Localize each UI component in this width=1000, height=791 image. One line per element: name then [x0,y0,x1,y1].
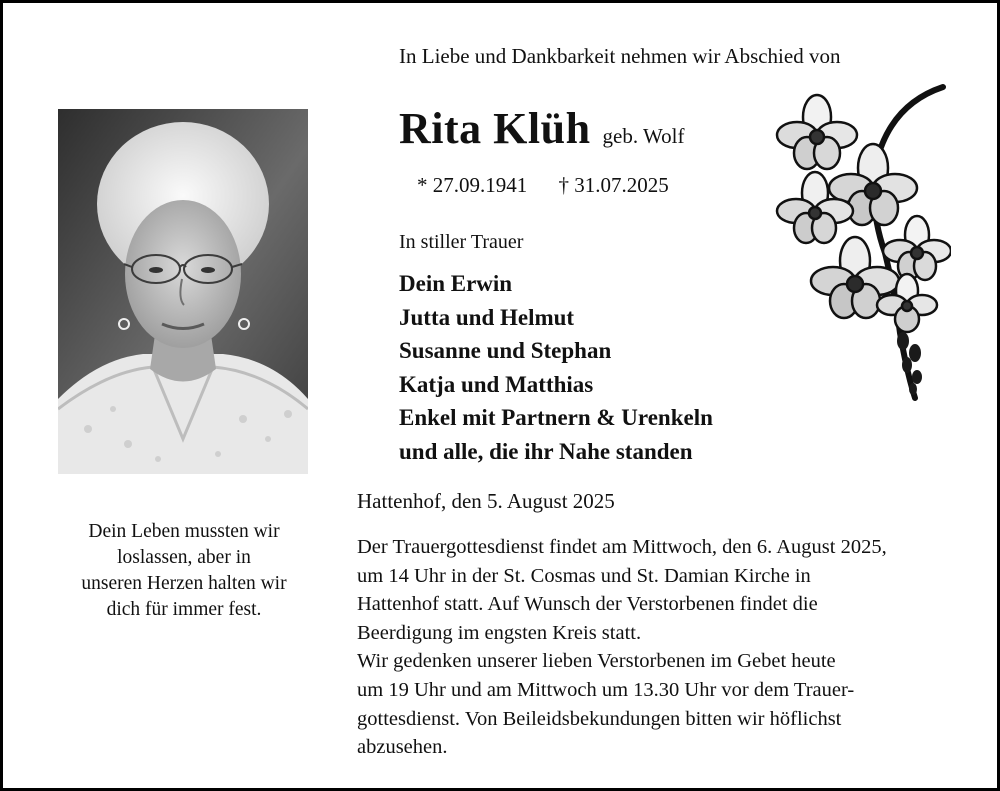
deceased-name: Rita Klüh [399,104,591,153]
mourner-item: Katja und Matthias [399,371,594,397]
mourner-item: Enkel mit Partnern & Urenkeln [399,405,713,430]
service-line: Wir gedenken unserer lieben Verstorbenen im Gebet heute [357,650,836,673]
death-date: † 31.07.2025 [558,173,669,197]
mourning-intro: In stiller Trauer [399,231,524,253]
quote-line: Dein Leben mussten wir [88,521,280,542]
mourner-item: Susanne und Stephan [399,338,612,363]
maiden-name: geb. Wolf [602,124,685,148]
name-line [399,103,684,154]
service-line: abzusehen. [357,736,448,759]
service-notice [357,533,967,762]
quote-line: loslassen, aber in [117,547,251,568]
service-line: Hattenhof statt. Auf Wunsch der Verstorbenen findet die [357,593,818,616]
intro-text: In Liebe und Dankbarkeit nehmen wir Abschied von [399,44,841,68]
orchid-illustration [775,83,951,405]
service-line: um 19 Uhr und am Mittwoch um 13.30 Uhr vor dem Trauer- [357,678,855,701]
mourner-item: Dein Erwin [399,271,513,296]
service-line: Beerdigung im engsten Kreis statt. [357,621,642,644]
service-line: um 14 Uhr in der St. Cosmas und St. Damian Kirche in [357,564,811,587]
mourner-item: und alle, die ihr Nahe standen [399,438,693,464]
quote-line: unseren Herzen halten wir [81,573,287,594]
memorial-quote [53,519,315,623]
birth-date: * 27.09.1941 [417,173,528,197]
portrait-photo [58,109,308,474]
quote-line: dich für immer fest. [106,599,262,620]
service-line: gottesdienst. Von Beileidsbekundungen bitten wir höflichst [357,707,842,730]
service-line: Der Trauergottesdienst findet am Mittwoch, den 6. August 2025, [357,536,887,558]
mourners-list [399,267,713,468]
mourner-item: Jutta und Helmut [399,304,575,330]
place-date: Hattenhof, den 5. August 2025 [357,489,615,513]
life-dates [417,173,669,198]
